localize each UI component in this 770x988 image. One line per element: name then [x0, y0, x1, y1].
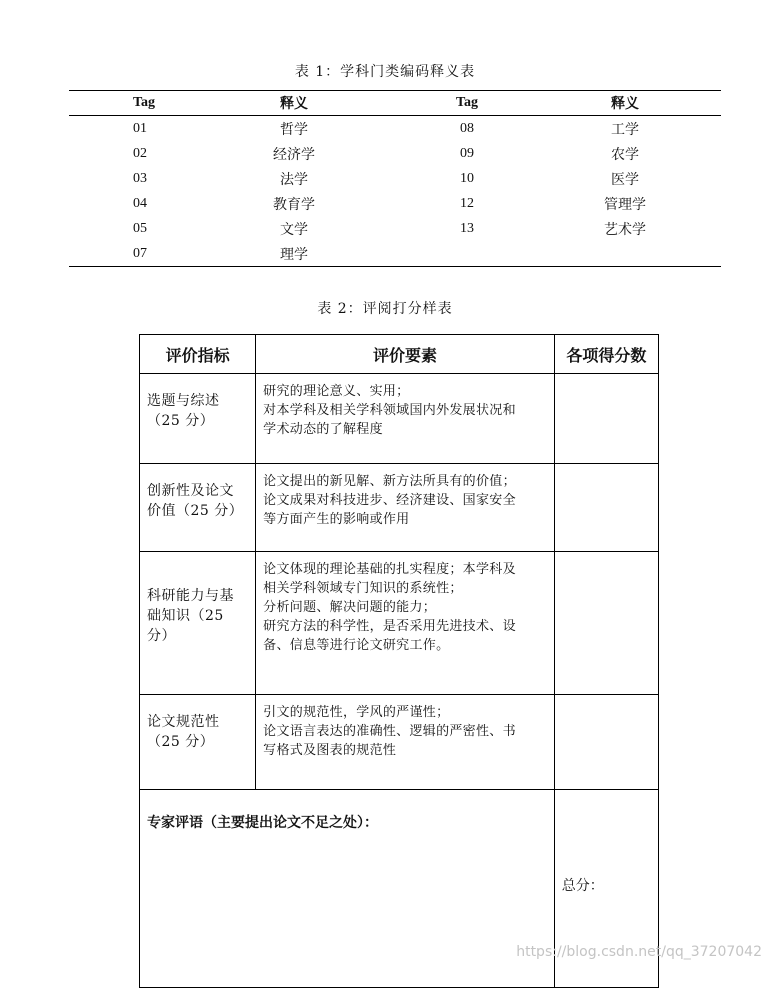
meaning-cell: 理学: [280, 246, 308, 263]
element-line: 研究方法的科学性，是否采用先进技术、设: [263, 619, 516, 634]
element-line: 对本学科及相关学科领域国内外发展状况和: [263, 403, 516, 418]
criterion-cell: [140, 464, 256, 552]
table-row: [69, 116, 721, 142]
criterion-line: 科研能力与基: [147, 588, 234, 604]
meaning-cell: 经济学: [273, 146, 315, 163]
element-line: 论文成果对科技进步、经济建设、国家安全: [263, 493, 516, 508]
score-cell[interactable]: [554, 695, 658, 790]
tag-cell: 09: [460, 145, 474, 161]
element-line: 分析问题、解决问题的能力；: [263, 600, 437, 615]
table2-header-row: [140, 335, 659, 374]
criterion-line: （25 分）: [147, 413, 215, 429]
tag-cell: 12: [460, 195, 474, 211]
table-row: [69, 191, 721, 216]
elements-cell: [256, 374, 555, 464]
score-cell[interactable]: [554, 374, 658, 464]
expert-comment-cell[interactable]: [140, 790, 555, 988]
element-line: 写格式及图表的规范性: [263, 743, 397, 758]
tag-cell: 13: [460, 220, 474, 236]
meaning-cell: 医学: [611, 171, 639, 188]
table-row: [140, 464, 659, 552]
meaning-cell: 农学: [611, 146, 639, 163]
table-row: [69, 141, 721, 166]
elements-cell: [256, 464, 555, 552]
total-score-label: 总分：: [561, 877, 604, 894]
elements-cell: [256, 695, 555, 790]
meaning-cell: 艺术学: [604, 221, 646, 238]
meaning-cell: 管理学: [604, 196, 646, 213]
table-row: [69, 166, 721, 191]
table-row: [69, 216, 721, 241]
element-line: 学术动态的了解程度: [263, 422, 383, 437]
expert-comment-label: 专家评语（主要提出论文不足之处）：: [147, 815, 378, 831]
table-row: [140, 552, 659, 695]
header-meaning: 释义: [280, 96, 308, 112]
meaning-cell: 文学: [280, 221, 308, 238]
header-elements: 评价要素: [256, 335, 555, 374]
criterion-cell: [140, 695, 256, 790]
element-line: 论文体现的理论基础的扎实程度；本学科及: [263, 562, 516, 577]
criterion-line: （25 分）: [147, 734, 215, 750]
element-line: 引文的规范性，学风的严谨性；: [263, 705, 450, 720]
element-line: 备、信息等进行论文研究工作。: [263, 638, 450, 653]
tag-cell: 02: [133, 145, 147, 161]
criterion-line: 创新性及论文: [147, 483, 234, 499]
watermark: https://blog.csdn.net/qq_37207042: [516, 944, 762, 960]
criterion-line: 论文规范性: [147, 714, 220, 730]
subject-code-table: [69, 90, 721, 267]
table1-header-row: [69, 91, 721, 116]
criterion-line: 选题与综述: [147, 393, 220, 409]
tag-cell: 04: [133, 195, 147, 211]
element-line: 相关学科领域专门知识的系统性；: [263, 581, 463, 596]
tag-cell: 08: [460, 120, 474, 136]
element-line: 论文语言表达的准确性、逻辑的严密性、书: [263, 724, 516, 739]
table1-caption: 表 1：学科门类编码释义表: [294, 64, 476, 80]
meaning-cell: 哲学: [280, 121, 308, 138]
element-line: 等方面产生的影响或作用: [263, 512, 410, 527]
tag-cell: 05: [133, 220, 147, 236]
tag-cell: [374, 241, 529, 267]
element-line: 研究的理论意义、实用；: [263, 384, 410, 399]
score-cell[interactable]: [554, 552, 658, 695]
criterion-cell: [140, 374, 256, 464]
meaning-cell: [529, 241, 721, 267]
table-row: [140, 374, 659, 464]
review-score-table: [139, 334, 659, 988]
criterion-line: 价值（25 分）: [147, 503, 244, 519]
header-meaning: 释义: [611, 96, 639, 112]
tag-cell: 07: [133, 245, 147, 261]
table-row: [69, 241, 721, 267]
elements-cell: [256, 552, 555, 695]
tag-cell: 01: [133, 120, 147, 136]
meaning-cell: 工学: [611, 121, 639, 138]
score-cell[interactable]: [554, 464, 658, 552]
header-criterion: 评价指标: [140, 335, 256, 374]
header-tag: Tag: [456, 95, 479, 110]
criterion-cell: [140, 552, 256, 695]
tag-cell: 10: [460, 170, 474, 186]
meaning-cell: 教育学: [273, 196, 315, 213]
table2-caption: 表 2：评阅打分样表: [317, 301, 453, 317]
header-tag: Tag: [133, 95, 156, 110]
header-score: 各项得分数: [554, 335, 658, 374]
table-row: [140, 695, 659, 790]
tag-cell: 03: [133, 170, 147, 186]
meaning-cell: 法学: [280, 171, 308, 188]
criterion-line: 础知识（25 分）: [147, 608, 224, 644]
element-line: 论文提出的新见解、新方法所具有的价值；: [263, 474, 516, 489]
